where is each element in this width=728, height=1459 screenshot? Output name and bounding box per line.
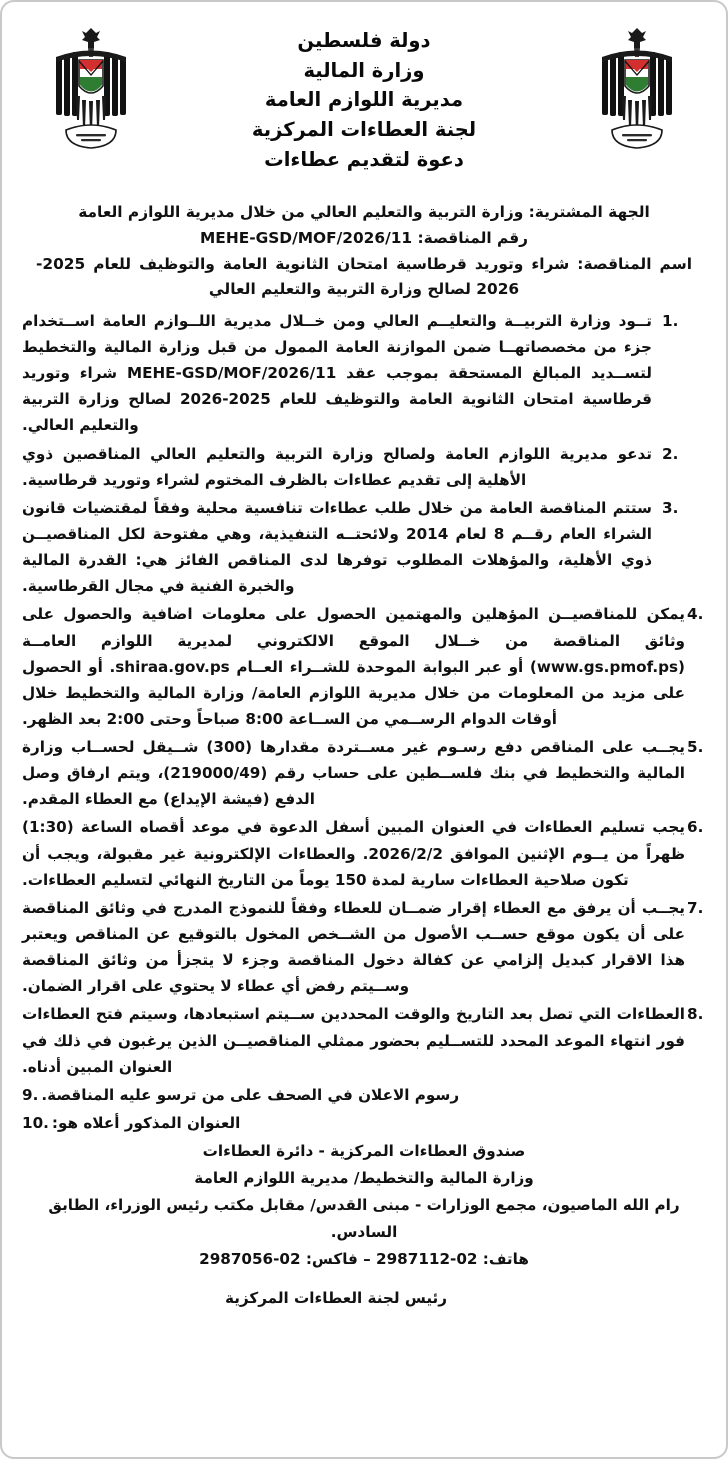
tender-number-line — [22, 226, 706, 251]
tender-number-value: MEHE-GSD/MOF/2026/11 — [199, 228, 413, 247]
clause-number: .9 — [22, 1085, 39, 1104]
clause-number: .6 — [687, 818, 704, 837]
clause-text: يجب تسليم العطاءات في العنوان المبين أسفل الدعوة في موعد أقصاه الساعة (1:30) ظهراً من يــوم الإثنين الموافق 2026/2/2. والعطاءات الإلكترونية غير مقبولة، ويجب أن تكون صلاحية العطاءات سارية لمدة 150 يوماً من التاريخ النهائي لتسليم العطاءات. — [22, 818, 685, 889]
clause-number: .8 — [687, 1005, 704, 1024]
clause-item-3 — [22, 495, 706, 600]
clause-number: .5 — [687, 738, 704, 757]
clause-item-5 — [22, 734, 706, 812]
tender-name-line: اسم المناقصة: شراء وتوريد قرطاسية امتحان الثانوية العامة والتوظيف للعام 2025-2026 لصالح وزارة التربية والتعليم العالي — [36, 254, 692, 298]
clause-number: .7 — [687, 898, 704, 917]
clause-text: تــود وزارة التربيــة والتعليــم العالي ومن خــلال مديرية اللــوازم العامة اســتخدام جزء من مخصصاتهــا ضمن الموازنة العامة الممول من قبل وزارة المالية والتخطيط لتســديد المبالغ المستحقة بموجب عقد MEHE-GSD/MOF/2026/11 شراء وتوريد قرطاسية امتحان الثانوية العامة والتوظيف للعام 2025-2026 لصالح وزارة التربية والتعليم العالي. — [22, 311, 653, 435]
document-header — [22, 16, 706, 196]
clause-text: ستتم المناقصة العامة من خلال طلب عطاءات تنافسية محلية وفقاً لمقتضيات قانون الشراء العام رقــم 8 لعام 2014 ولائحتــه التنفيذية، وهي مفتوحة لكل المناقصيــن ذوي الأهلية، والمؤهلات المطلوب توفرها لدى المناقص الفائز هي: القدرة المالية والخبرة الفنية في مجال القرطاسية. — [22, 498, 652, 596]
clause-item-7 — [22, 895, 706, 1000]
clause-text: يجــب أن يرفق مع العطاء إقرار ضمــان للعطاء وفقاً للنموذج المدرج في وثائق المناقصة على أن يكون موقع حســب الأصول من الشــخص المخول بالتوقيع عن المناقص ويعتبر هذا الاقرار كبديل إلزامي عن كفالة دخول المناقصة وجزء لا يتجزأ من وثائق المناقصة وســيتم رفض أي عطاء لا يحتوي على اقرار الضمان. — [22, 898, 685, 996]
clause-text: يجــب على المناقص دفع رسـوم غير مســتردة مقدارها (300) شــيقل لحســاب وزارة المالية والتخطيط في بنك فلســطين على حساب رقم (219000/49)، ويتم ارفاق وصل الدفع (فيشة الإيداع) مع العطاء المقدم. — [22, 738, 685, 809]
palestinian-coat-of-arms-icon-right — [598, 24, 676, 164]
header-line-state: دولة فلسطين — [297, 29, 431, 52]
address-line-tender-box: صندوق العطاءات المركزية - دائرة العطاءات — [202, 1142, 526, 1161]
clause-number: .2 — [662, 444, 679, 463]
header-line-committee: لجنة العطاءات المركزية — [251, 117, 477, 141]
clause-item-2 — [22, 441, 706, 493]
clause-item-1 — [22, 308, 706, 439]
address-line-location: رام الله الماصيون، مجمع الوزارات - مبنى القدس/ مقابل مكتب رئيس الوزراء، الطابق السادس. — [48, 1196, 680, 1241]
tender-number-label: رقم المناقصة: — [417, 228, 529, 247]
header-line-invitation: دعوة لتقديم عطاءات — [264, 147, 464, 171]
buyer-entity-line: الجهة المشترية: وزارة التربية والتعليم العالي من خلال مديرية اللوازم العامة — [78, 203, 650, 221]
header-line-directorate: مديرية اللوازم العامة — [264, 88, 464, 112]
clause-number: .1 — [662, 311, 679, 330]
clause-text: العنوان المذكور أعلاه هو: — [51, 1114, 241, 1133]
clause-text: يمكن للمناقصيــن المؤهلين والمهتمين الحصول على معلومات اضافية والحصول على وثائق المناقصة من خــلال الموقع الالكتروني لمديرية اللوازم العامــة (www.gs.pmof.ps) أو عبر البوابة الموحدة للشــراء العــام shiraa.gov.ps. أو الحصول على مزيد من المعلومات من خلال مديرية اللوازم العامة/ وزارة المالية والتخطيط خلال أوقات الدوام الرســمي من الســاعة 8:00 صباحاً وحتى 2:00 بعد الظهر. — [22, 605, 685, 728]
clause-text: رسوم الاعلان في الصحف على من ترسو عليه المناقصة. — [41, 1085, 460, 1104]
clause-item-8 — [22, 1001, 706, 1079]
clause-list — [22, 308, 706, 1136]
contact-address-block — [22, 1138, 706, 1272]
clause-text: العطاءات التي تصل بعد التاريخ والوقت المحددين ســيتم استبعادها، وسيتم فتح العطاءات فور انتهاء الموعد المحدد للتســليم بحضور ممثلي المناقصيــن الذين يرغبون في ذلك في العنوان المبين أدناه. — [22, 1005, 685, 1076]
address-line-phone-fax: هاتف: 02-2987112 – فاكس: 02-2987056 — [199, 1249, 529, 1268]
clause-number: .4 — [687, 605, 704, 624]
clause-item-10 — [22, 1110, 706, 1136]
header-line-ministry: وزارة المالية — [303, 58, 425, 82]
address-line-ministry: وزارة المالية والتخطيط/ مديرية اللوازم العامة — [194, 1169, 534, 1188]
clause-number: .10 — [22, 1114, 49, 1133]
clause-item-6 — [22, 814, 706, 892]
signature-line: رئيس لجنة العطاءات المركزية — [225, 1288, 447, 1307]
clause-number: .3 — [662, 498, 679, 517]
clause-item-9 — [22, 1082, 706, 1108]
clause-text: تدعو مديرية اللوازم العامة ولصالح وزارة التربية والتعليم العالي المناقصين ذوي الأهلية إلى تقديم عطاءات بالظرف المختوم لشراء وتوريد قرطاسية. — [22, 444, 652, 489]
tender-intro-block — [22, 200, 706, 302]
clause-item-4 — [22, 601, 706, 732]
